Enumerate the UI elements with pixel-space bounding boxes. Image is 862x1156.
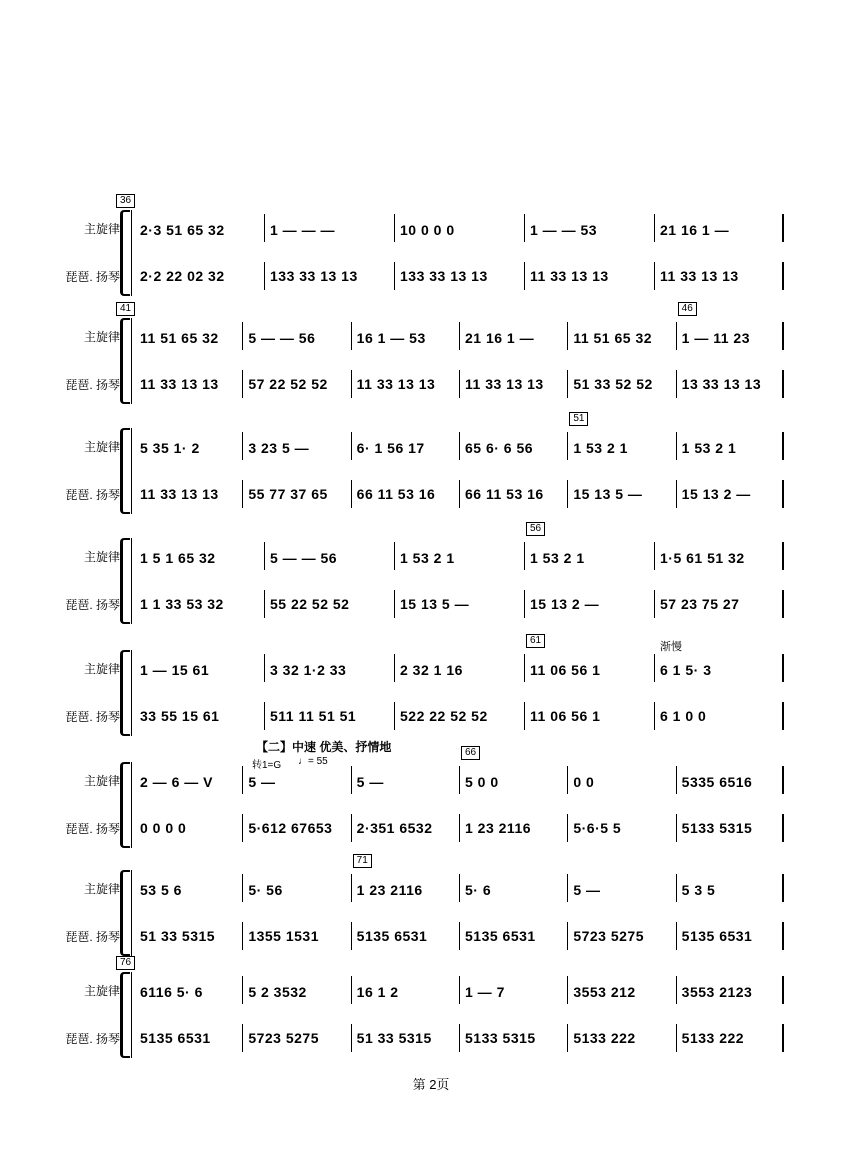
melody-measure: 16 1 2 — [356, 984, 399, 1000]
barline — [351, 1024, 352, 1052]
accomp-measure: 1 23 2116 — [465, 820, 532, 836]
system-start-line — [131, 870, 132, 956]
instrument-label-melody: 主旋律 — [83, 774, 120, 788]
barline — [782, 976, 784, 1004]
accomp-measure: 0 0 0 0 — [140, 820, 187, 836]
melody-measure: 1 5 1 65 32 — [140, 550, 216, 566]
accomp-measure: 11 06 56 1 — [530, 708, 601, 724]
melody-measure: 53 5 6 — [140, 882, 182, 898]
barline — [242, 766, 243, 794]
barline — [676, 370, 677, 398]
accomp-measure: 51 33 52 52 — [573, 376, 653, 392]
barline — [654, 214, 655, 242]
melody-measure: 5 — — [248, 774, 276, 790]
melody-measure: 3553 212 — [573, 984, 636, 1000]
measure-number: 66 — [461, 746, 480, 760]
accomp-measure: 33 55 15 61 — [140, 708, 220, 724]
instrument-label-accomp: 琵琶. 扬琴 — [65, 270, 120, 284]
barline — [676, 322, 677, 350]
barline — [524, 702, 525, 730]
barline — [264, 654, 265, 682]
melody-measure: 11 51 65 32 — [140, 330, 219, 346]
measure-number: 61 — [526, 634, 545, 648]
system-brace — [120, 650, 130, 736]
system-start-line — [131, 428, 132, 514]
tempo-value: ♩= 55 — [298, 756, 328, 767]
score-system — [0, 855, 862, 960]
barline — [459, 432, 460, 460]
accomp-measure: 522 22 52 52 — [400, 708, 488, 724]
barline — [567, 814, 568, 842]
accomp-measure: 57 23 75 27 — [660, 596, 740, 612]
accomp-measure: 15 13 5 — — [573, 486, 643, 502]
score-system — [0, 957, 862, 1062]
barline — [567, 1024, 568, 1052]
barline — [654, 654, 655, 682]
accomp-measure: 51 33 5315 — [356, 1030, 432, 1046]
barline — [567, 370, 568, 398]
melody-measure: 6 1 5· 3 — [660, 662, 712, 678]
barline — [782, 766, 784, 794]
barline — [264, 542, 265, 570]
score-system — [0, 413, 862, 518]
accomp-measure: 11 33 13 13 — [465, 376, 544, 392]
accomp-measure: 511 11 51 51 — [270, 708, 357, 724]
barline — [524, 654, 525, 682]
barline — [459, 874, 460, 902]
barline — [524, 214, 525, 242]
barline — [242, 480, 243, 508]
accomp-measure: 5723 5275 — [248, 1030, 320, 1046]
barline — [782, 262, 784, 290]
accomp-measure: 5133 222 — [573, 1030, 636, 1046]
barline — [459, 766, 460, 794]
instrument-label-accomp: 琵琶. 扬琴 — [65, 598, 120, 612]
melody-measure: 5 2 3532 — [248, 984, 307, 1000]
accomp-measure: 66 11 53 16 — [465, 486, 544, 502]
barline — [782, 654, 784, 682]
measure-number: 41 — [116, 302, 135, 316]
score-system — [0, 195, 862, 300]
measure-number: 36 — [116, 194, 135, 208]
accomp-measure: 5·612 67653 — [248, 820, 333, 836]
barline — [242, 370, 243, 398]
barline — [567, 766, 568, 794]
barline — [242, 814, 243, 842]
melody-measure: 5335 6516 — [681, 774, 753, 790]
instrument-label-accomp: 琵琶. 扬琴 — [65, 930, 120, 944]
barline — [782, 874, 784, 902]
accomp-measure: 5135 6531 — [681, 928, 753, 944]
melody-measure: 1 53 2 1 — [400, 550, 455, 566]
system-start-line — [131, 972, 132, 1058]
measure-number: 51 — [569, 412, 588, 426]
barline — [264, 590, 265, 618]
accomp-measure: 5133 5315 — [681, 820, 753, 836]
melody-measure: 2·3 51 65 32 — [140, 222, 225, 238]
page-footer: 第 2页 — [412, 1077, 450, 1092]
section-title: 【二】中速 优美、抒情地 — [256, 740, 392, 754]
melody-measure: 6116 5· 6 — [140, 984, 203, 1000]
barline — [654, 590, 655, 618]
accomp-measure: 5135 6531 — [465, 928, 536, 944]
melody-measure: 5· 6 — [465, 882, 492, 898]
barline — [782, 590, 784, 618]
system-brace — [120, 538, 130, 624]
barline — [782, 480, 784, 508]
barline — [567, 480, 568, 508]
accomp-measure: 5133 222 — [681, 1030, 745, 1046]
barline — [676, 874, 677, 902]
instrument-label-accomp: 琵琶. 扬琴 — [65, 1032, 120, 1046]
instrument-label-melody: 主旋律 — [83, 222, 120, 236]
melody-measure: 11 51 65 32 — [573, 330, 653, 346]
barline — [242, 322, 243, 350]
accomp-measure: 5135 6531 — [140, 1030, 211, 1046]
melody-measure: 5 0 0 — [465, 774, 499, 790]
barline — [782, 1024, 784, 1052]
system-brace — [120, 870, 130, 956]
instrument-label-melody: 主旋律 — [83, 440, 120, 454]
accomp-measure: 5133 5315 — [465, 1030, 536, 1046]
score-system — [0, 303, 862, 408]
melody-measure: 5 35 1· 2 — [140, 440, 200, 456]
system-brace — [120, 318, 130, 404]
accomp-measure: 55 77 37 65 — [248, 486, 328, 502]
melody-measure: 1 53 2 1 — [530, 550, 585, 566]
instrument-label-melody: 主旋律 — [83, 882, 120, 896]
measure-number: 71 — [353, 854, 372, 868]
accomp-measure: 55 22 52 52 — [270, 596, 350, 612]
barline — [351, 322, 352, 350]
melody-measure: 1 23 2116 — [356, 882, 423, 898]
barline — [654, 262, 655, 290]
barline — [782, 702, 784, 730]
melody-measure: 5· 56 — [248, 882, 283, 898]
melody-measure: 1 — — — — [270, 222, 335, 238]
barline — [264, 214, 265, 242]
system-brace — [120, 972, 130, 1058]
accomp-measure: 51 33 5315 — [140, 928, 216, 944]
barline — [524, 542, 525, 570]
barline — [782, 370, 784, 398]
instrument-label-melody: 主旋律 — [83, 662, 120, 676]
barline — [459, 480, 460, 508]
barline — [676, 814, 677, 842]
melody-measure: 1·5 61 51 32 — [660, 550, 745, 566]
accomp-measure: 133 33 13 13 — [400, 268, 488, 284]
melody-measure: 2 32 1 16 — [400, 662, 463, 678]
melody-measure: 10 0 0 0 — [400, 222, 455, 238]
barline — [459, 976, 460, 1004]
barline — [394, 702, 395, 730]
melody-measure: 5 3 5 — [681, 882, 716, 898]
accomp-measure: 133 33 13 13 — [270, 268, 358, 284]
barline — [394, 590, 395, 618]
barline — [459, 922, 460, 950]
melody-measure: 5 — — 56 — [270, 550, 338, 566]
accomp-measure: 15 13 2 — — [530, 596, 600, 612]
accomp-measure: 2·351 6532 — [356, 820, 433, 836]
accomp-measure: 57 22 52 52 — [248, 376, 328, 392]
barline — [459, 322, 460, 350]
system-start-line — [131, 650, 132, 736]
system-start-line — [131, 762, 132, 848]
accomp-measure: 11 33 13 13 — [356, 376, 436, 392]
melody-measure: 5 — — [356, 774, 384, 790]
measure-number: 56 — [526, 522, 545, 536]
barline — [351, 814, 352, 842]
system-start-line — [131, 318, 132, 404]
melody-measure: 5 — — 56 — [248, 330, 316, 346]
melody-measure: 1 53 2 1 — [573, 440, 628, 456]
accomp-measure: 6 1 0 0 — [660, 708, 707, 724]
tempo-marking: 渐慢 — [660, 641, 682, 653]
barline — [676, 922, 677, 950]
melody-measure: 65 6· 6 56 — [465, 440, 534, 456]
barline — [351, 766, 352, 794]
barline — [567, 976, 568, 1004]
accomp-measure: 5135 6531 — [356, 928, 428, 944]
barline — [264, 702, 265, 730]
barline — [351, 874, 352, 902]
accomp-measure: 11 33 13 13 — [140, 486, 219, 502]
score-system — [0, 740, 862, 852]
instrument-label-accomp: 琵琶. 扬琴 — [65, 822, 120, 836]
barline — [782, 322, 784, 350]
accomp-measure: 13 33 13 13 — [681, 376, 762, 392]
barline — [567, 922, 568, 950]
melody-measure: 21 16 1 — — [465, 330, 535, 346]
accomp-measure: 2·2 22 02 32 — [140, 268, 225, 284]
barline — [567, 432, 568, 460]
barline — [242, 976, 243, 1004]
instrument-label-accomp: 琵琶. 扬琴 — [65, 710, 120, 724]
instrument-label-melody: 主旋律 — [83, 984, 120, 998]
instrument-label-accomp: 琵琶. 扬琴 — [65, 378, 120, 392]
barline — [654, 542, 655, 570]
melody-measure: 21 16 1 — — [660, 222, 730, 238]
system-brace — [120, 210, 130, 296]
system-start-line — [131, 210, 132, 296]
accomp-measure: 11 33 13 13 — [140, 376, 219, 392]
barline — [654, 702, 655, 730]
accomp-measure: 1355 1531 — [248, 928, 320, 944]
melody-measure: 1 53 2 1 — [681, 440, 737, 456]
barline — [459, 814, 460, 842]
barline — [351, 370, 352, 398]
system-start-line — [131, 538, 132, 624]
accomp-measure: 5·6·5 5 — [573, 820, 622, 836]
melody-measure: 3553 2123 — [681, 984, 753, 1000]
barline — [242, 922, 243, 950]
barline — [351, 432, 352, 460]
barline — [351, 480, 352, 508]
barline — [676, 480, 677, 508]
barline — [242, 1024, 243, 1052]
score-system — [0, 635, 862, 740]
melody-measure: 1 — 11 23 — [681, 330, 750, 346]
melody-measure: 1 — 7 — [465, 984, 505, 1000]
accomp-measure: 5723 5275 — [573, 928, 645, 944]
barline — [459, 370, 460, 398]
barline — [351, 976, 352, 1004]
barline — [676, 766, 677, 794]
barline — [782, 542, 784, 570]
barline — [567, 874, 568, 902]
barline — [459, 1024, 460, 1052]
instrument-label-accomp: 琵琶. 扬琴 — [65, 488, 120, 502]
accomp-measure: 66 11 53 16 — [356, 486, 436, 502]
barline — [394, 262, 395, 290]
score-system — [0, 523, 862, 628]
accomp-measure: 11 33 13 13 — [530, 268, 609, 284]
melody-measure: 3 23 5 — — [248, 440, 310, 456]
barline — [567, 322, 568, 350]
instrument-label-melody: 主旋律 — [83, 330, 120, 344]
barline — [394, 214, 395, 242]
melody-measure: 2 — 6 — V — [140, 774, 213, 790]
measure-number: 76 — [116, 956, 135, 970]
barline — [676, 1024, 677, 1052]
melody-measure: 3 32 1·2 33 — [270, 662, 347, 678]
barline — [782, 922, 784, 950]
barline — [782, 814, 784, 842]
melody-measure: 5 — — [573, 882, 601, 898]
barline — [242, 432, 243, 460]
melody-measure: 0 0 — [573, 774, 595, 790]
instrument-label-melody: 主旋律 — [83, 550, 120, 564]
key-change: 转1=G — [252, 760, 282, 771]
barline — [782, 214, 784, 242]
melody-measure: 6· 1 56 17 — [356, 440, 425, 456]
barline — [394, 654, 395, 682]
barline — [524, 590, 525, 618]
melody-measure: 11 06 56 1 — [530, 662, 601, 678]
system-brace — [120, 428, 130, 514]
melody-measure: 16 1 — 53 — [356, 330, 426, 346]
melody-measure: 1 — — 53 — [530, 222, 598, 238]
barline — [242, 874, 243, 902]
barline — [351, 922, 352, 950]
barline — [394, 542, 395, 570]
barline — [676, 976, 677, 1004]
accomp-measure: 1 1 33 53 32 — [140, 596, 224, 612]
barline — [782, 432, 784, 460]
barline — [676, 432, 677, 460]
accomp-measure: 11 33 13 13 — [660, 268, 739, 284]
barline — [524, 262, 525, 290]
accomp-measure: 15 13 5 — — [400, 596, 470, 612]
accomp-measure: 15 13 2 — — [681, 486, 751, 502]
system-brace — [120, 762, 130, 848]
melody-measure: 1 — 15 61 — [140, 662, 210, 678]
measure-number: 46 — [678, 302, 697, 316]
barline — [264, 262, 265, 290]
